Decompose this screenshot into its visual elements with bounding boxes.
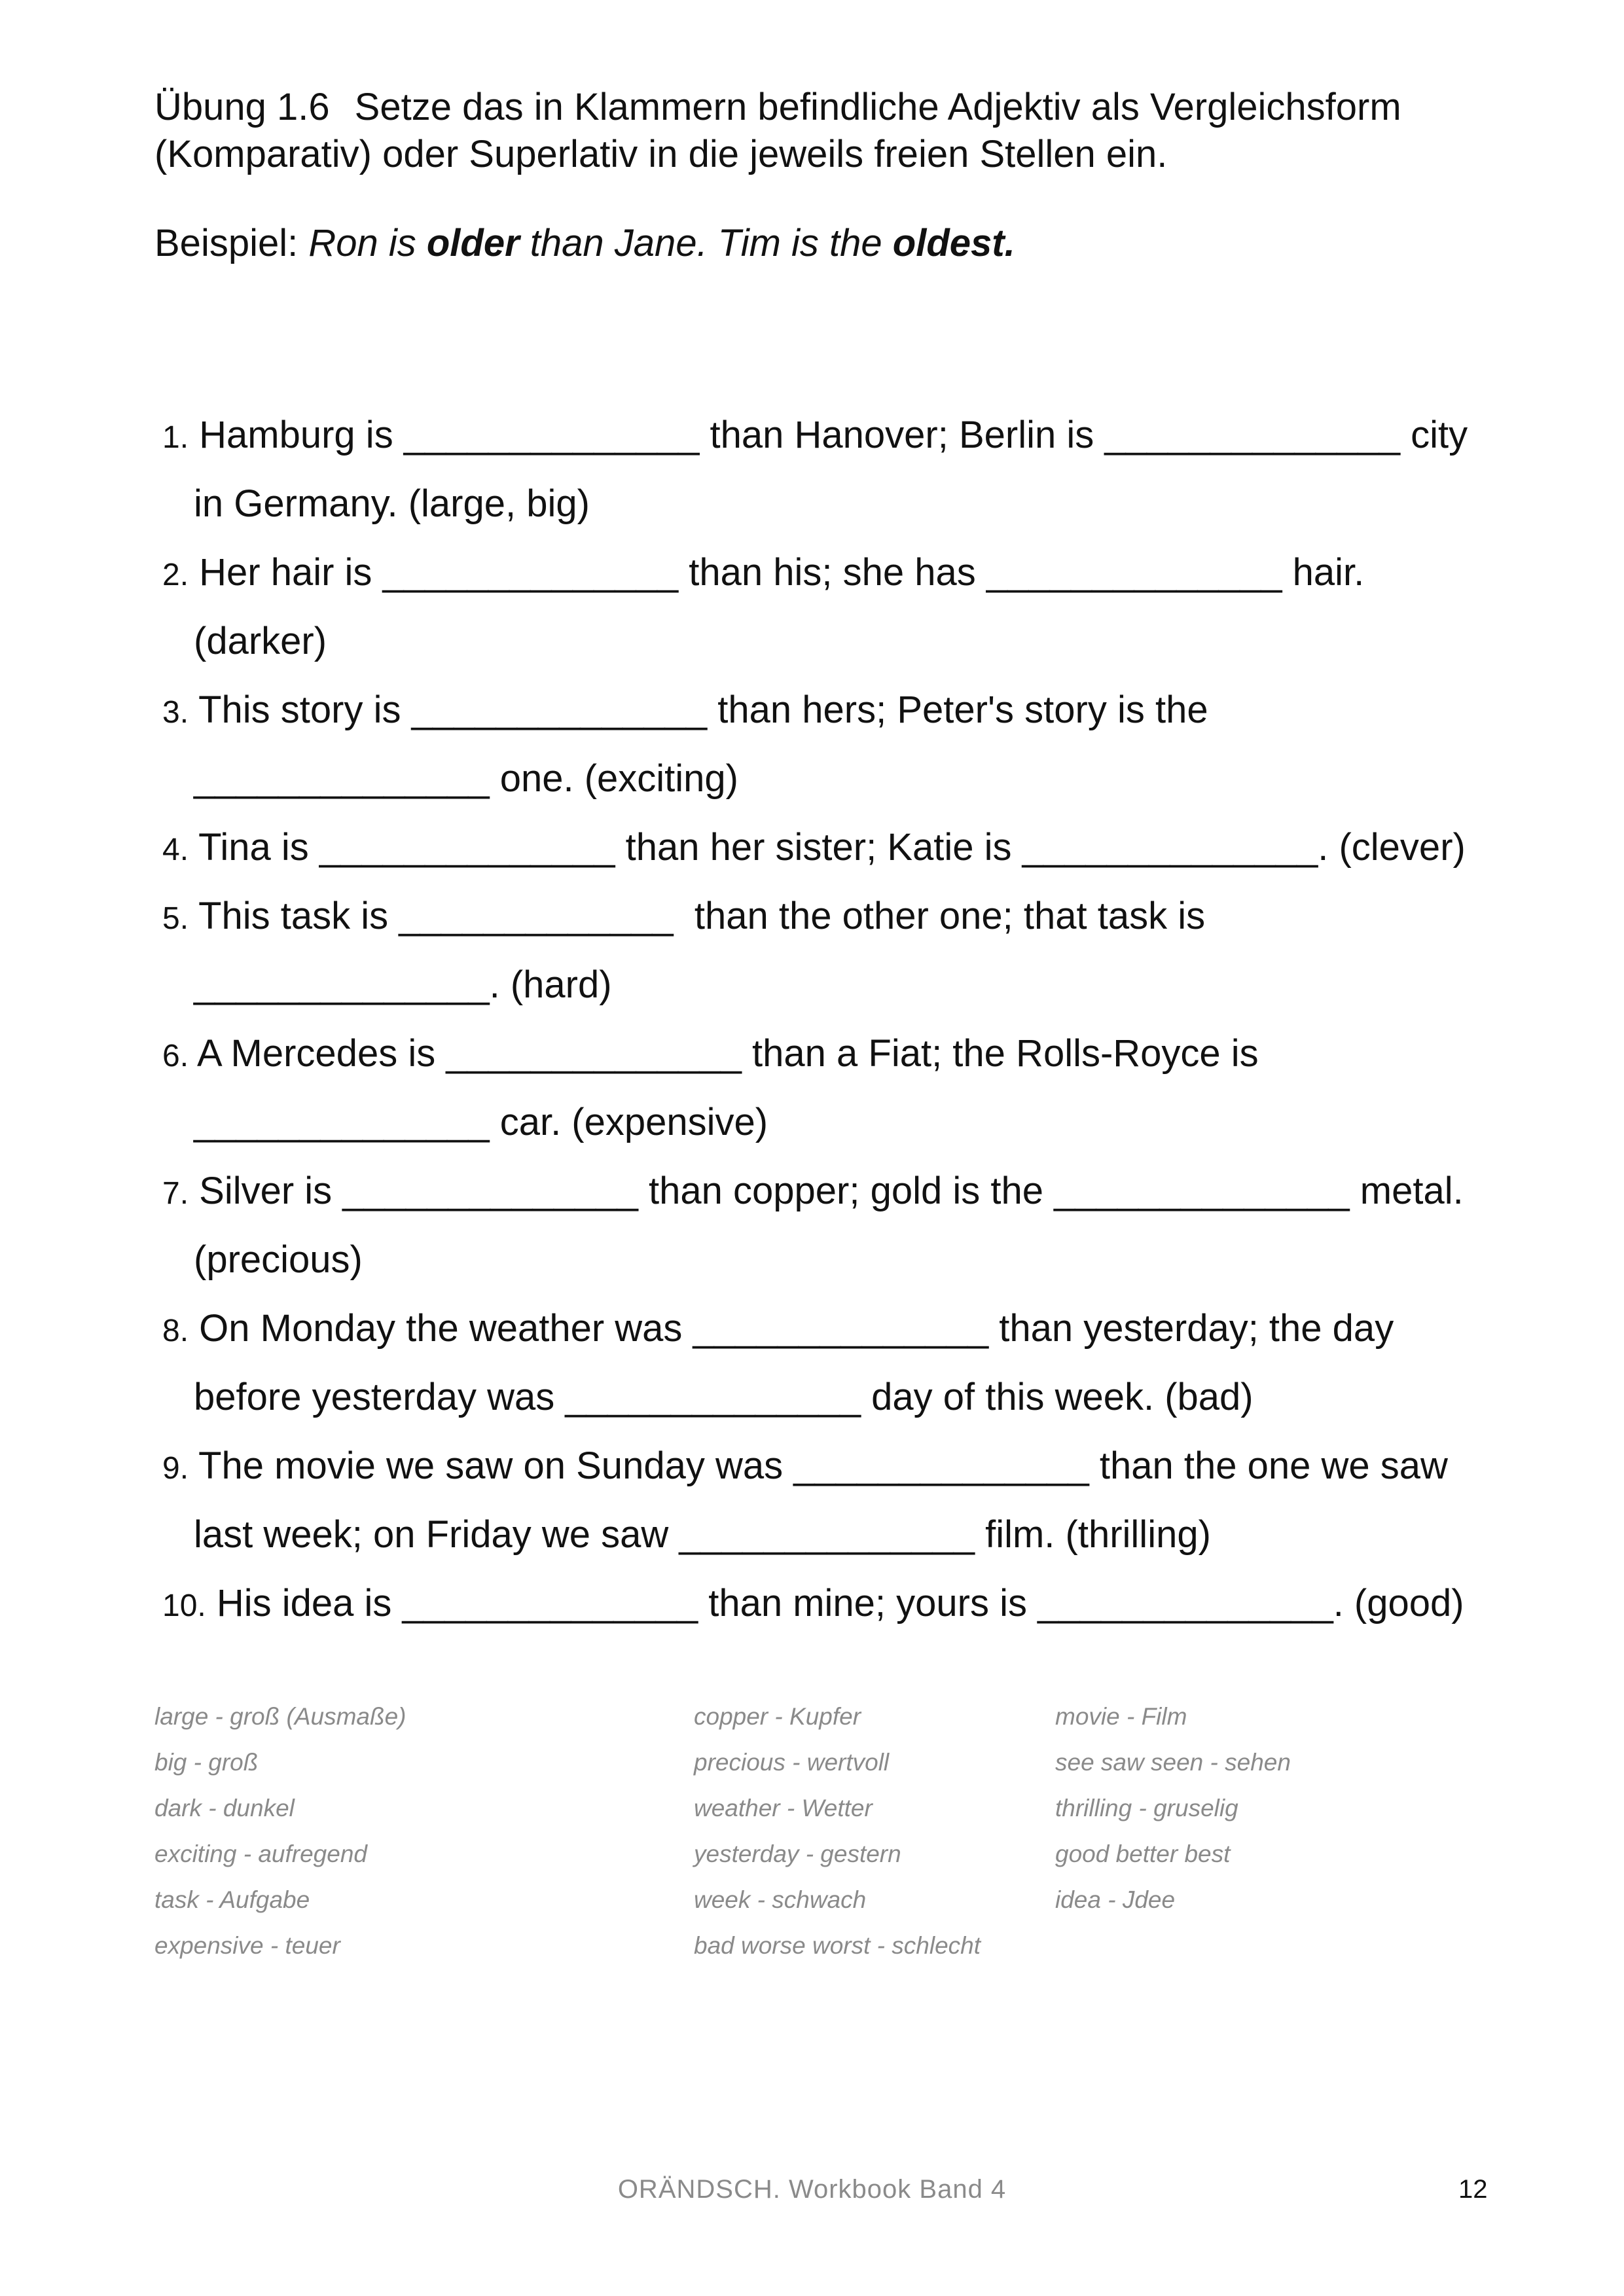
exercise-continuation: (precious) [194, 1238, 363, 1281]
example-superlative: oldest. [892, 222, 1015, 264]
footer-title: ORÄNDSCH. Workbook Band 4 [617, 2175, 1007, 2204]
exercise-continuation: ______________ one. (exciting) [194, 757, 738, 800]
instruction-line-1: Setze das in Klammern befindliche Adjektiv als Vergleichsform [354, 86, 1401, 128]
exercise-line [162, 538, 1498, 607]
glossary-entry: bad worse worst - schlecht [694, 1932, 981, 1959]
glossary-entry: big - groß [154, 1749, 259, 1776]
exercise-item [162, 1294, 1498, 1431]
glossary-entry: task - Aufgabe [154, 1886, 310, 1913]
exercise-item [162, 882, 1498, 1019]
exercise-text: This story is ______________ than hers; Peter's story is the [189, 689, 1208, 731]
glossary-column-1 [154, 1694, 406, 1969]
exercise-continuation: ______________ car. (expensive) [194, 1101, 768, 1143]
exercise-list [162, 401, 1498, 1638]
exercise-text: The movie we saw on Sunday was ______________ than the one we saw [189, 1444, 1448, 1487]
glossary-entry: dark - dunkel [154, 1795, 295, 1821]
exercise-item [162, 1157, 1498, 1294]
exercise-item-number: 2. [162, 558, 189, 592]
example-label: Beispiel: [154, 222, 298, 264]
exercise-item [162, 538, 1498, 675]
exercise-item-number: 6. [162, 1039, 189, 1073]
glossary-entry: copper - Kupfer [694, 1703, 861, 1730]
exercise-instruction [154, 84, 1516, 178]
exercise-text: Her hair is ______________ than his; she has ______________ hair. [189, 551, 1365, 594]
exercise-item-number: 7. [162, 1176, 189, 1211]
exercise-item-number: 4. [162, 833, 189, 867]
exercise-item [162, 1019, 1498, 1157]
exercise-text: Tina is ______________ than her sister; Katie is ______________. (clever) [189, 826, 1466, 869]
glossary-column-3 [1055, 1694, 1291, 1923]
exercise-line [162, 1431, 1498, 1500]
exercise-line [162, 675, 1498, 744]
glossary-entry: yesterday - gestern [694, 1840, 901, 1867]
exercise-item-number: 1. [162, 420, 189, 455]
exercise-continuation: before yesterday was ______________ day of this week. (bad) [194, 1376, 1254, 1418]
page-footer [0, 2175, 1624, 2214]
exercise-text: On Monday the weather was ______________ than yesterday; the day [189, 1307, 1394, 1350]
example-text [308, 222, 1015, 264]
exercise-line [162, 1294, 1498, 1363]
glossary-entry: expensive - teuer [154, 1932, 340, 1959]
glossary-entry: exciting - aufregend [154, 1840, 367, 1867]
exercise-item [162, 675, 1498, 813]
exercise-item-number: 8. [162, 1314, 189, 1348]
glossary-entry: precious - wertvoll [694, 1749, 890, 1776]
glossary-entry: idea - Jdee [1055, 1886, 1176, 1913]
glossary-entry: large - groß (Ausmaße) [154, 1703, 406, 1730]
exercise-line [162, 813, 1498, 882]
instruction-line-2: (Komparativ) oder Superlativ in die jeweils freien Stellen ein. [154, 133, 1168, 175]
glossary-column-2 [694, 1694, 981, 1969]
exercise-item [162, 1569, 1498, 1638]
exercise-continuation: last week; on Friday we saw ______________ film. (thrilling) [194, 1513, 1211, 1556]
exercise-item [162, 401, 1498, 538]
example-comparative: older [426, 222, 520, 264]
exercise-text: This task is _____________ than the other one; that task is [189, 895, 1206, 937]
exercise-line [162, 1157, 1498, 1225]
glossary-entry: see saw seen - sehen [1055, 1749, 1291, 1776]
glossary-entry: week - schwach [694, 1886, 867, 1913]
exercise-item-number: 3. [162, 695, 189, 730]
example-part-2: than Jane. Tim is the [519, 222, 893, 264]
exercise-line [162, 882, 1498, 950]
exercise-line [162, 1019, 1498, 1088]
glossary-entry: movie - Film [1055, 1703, 1187, 1730]
exercise-text: His idea is ______________ than mine; yours is ______________. (good) [206, 1582, 1464, 1624]
exercise-item [162, 813, 1498, 882]
glossary-entry: weather - Wetter [694, 1795, 873, 1821]
example-part-1: Ron is [308, 222, 427, 264]
exercise-continuation: (darker) [194, 620, 327, 662]
exercise-item-number: 9. [162, 1451, 189, 1486]
exercise-text: A Mercedes is ______________ than a Fiat; the Rolls-Royce is [189, 1032, 1259, 1075]
exercise-item [162, 1431, 1498, 1569]
exercise-continuation: ______________. (hard) [194, 963, 612, 1006]
exercise-continuation: in Germany. (large, big) [194, 482, 590, 525]
exercise-number: Übung 1.6 [154, 86, 330, 128]
exercise-text: Silver is ______________ than copper; gold is the ______________ metal. [189, 1170, 1464, 1212]
exercise-line [162, 1569, 1498, 1638]
page-number: 12 [1458, 2175, 1488, 2204]
example-sentence [154, 220, 1015, 267]
glossary-entry: thrilling - gruselig [1055, 1795, 1238, 1821]
exercise-text: Hamburg is ______________ than Hanover; Berlin is ______________ city [189, 414, 1468, 456]
exercise-item-number: 10. [162, 1588, 206, 1623]
exercise-line [162, 401, 1498, 469]
glossary-entry: good better best [1055, 1840, 1231, 1867]
exercise-item-number: 5. [162, 901, 189, 936]
